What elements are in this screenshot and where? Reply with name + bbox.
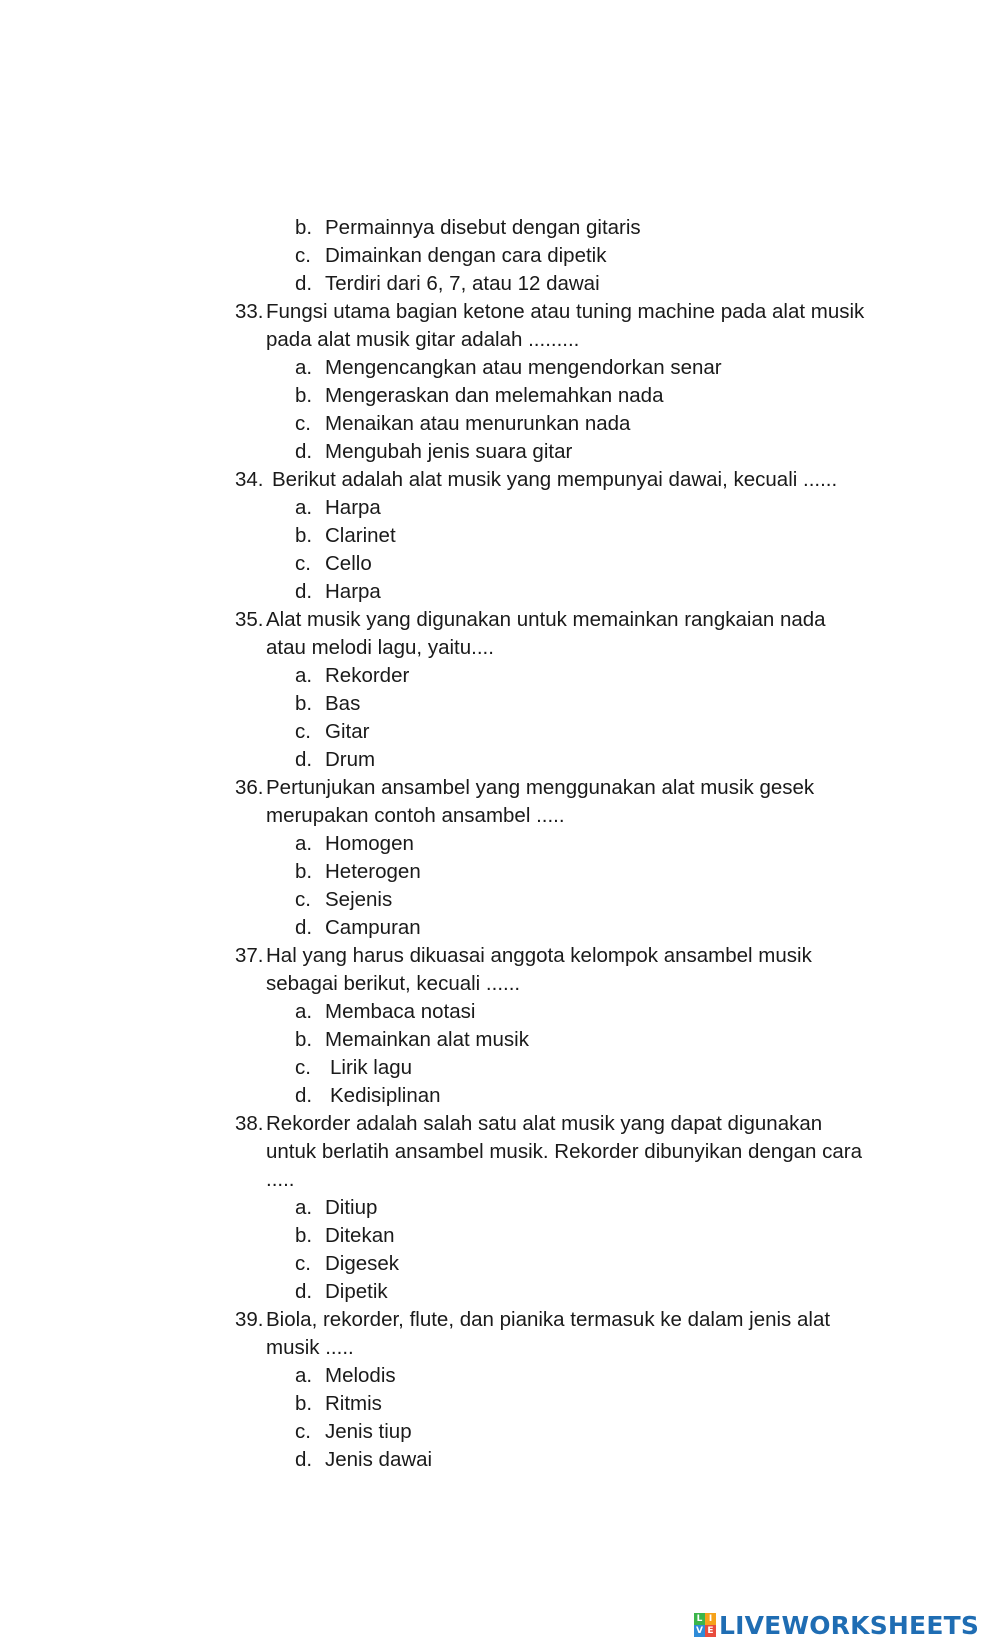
option-letter: b.	[295, 692, 313, 715]
option-letter: d.	[295, 916, 313, 939]
liveworksheets-logo[interactable]	[694, 1610, 979, 1640]
option-text: Cello	[325, 552, 372, 575]
question-stem	[0, 774, 886, 830]
question-stem	[0, 1306, 886, 1362]
option-letter: a.	[295, 1364, 313, 1387]
question-38	[0, 1110, 1000, 1306]
option-item	[0, 550, 1000, 578]
option-letter: c.	[295, 1252, 311, 1275]
logo-text: LIVEWORKSHEETS	[719, 1610, 980, 1640]
option-text: Clarinet	[325, 524, 396, 547]
logo-mark-letter: V	[694, 1625, 705, 1637]
option-letter: d.	[295, 440, 313, 463]
option-item	[0, 1446, 1000, 1474]
option-text: Melodis	[325, 1364, 396, 1387]
option-letter: b.	[295, 1028, 313, 1051]
question-line: Berikut adalah alat musik yang mempunyai dawai, kecuali ......	[272, 468, 838, 491]
option-item	[0, 690, 1000, 718]
option-item	[0, 354, 1000, 382]
option-text: Drum	[325, 748, 376, 771]
option-item	[0, 1250, 1000, 1278]
option-letter: c.	[295, 888, 311, 911]
question-36	[0, 774, 1000, 942]
option-item	[0, 438, 1000, 466]
option-letter: d.	[295, 272, 313, 295]
option-letter: d.	[295, 1448, 313, 1471]
option-text: Permainnya disebut dengan gitaris	[325, 216, 641, 239]
option-item	[0, 214, 1000, 242]
question-35	[0, 606, 1000, 774]
option-text: Heterogen	[325, 860, 421, 883]
question-number: 33.	[235, 300, 264, 323]
option-letter: b.	[295, 860, 313, 883]
option-item	[0, 522, 1000, 550]
option-letter: a.	[295, 1196, 313, 1219]
option-item	[0, 382, 1000, 410]
question-39	[0, 1306, 1000, 1474]
logo-mark-letter: L	[694, 1613, 705, 1625]
option-item	[0, 242, 1000, 270]
option-letter: d.	[295, 748, 313, 771]
question-line: sebagai berikut, kecuali ......	[266, 972, 521, 995]
question-line: Biola, rekorder, flute, dan pianika termasuk ke dalam jenis alat	[266, 1308, 831, 1331]
question-line: Hal yang harus dikuasai anggota kelompok ansambel musik	[266, 944, 812, 967]
option-item	[0, 578, 1000, 606]
option-item	[0, 1362, 1000, 1390]
option-text: Memainkan alat musik	[325, 1028, 529, 1051]
question-number: 37.	[235, 944, 264, 967]
option-text: Mengubah jenis suara gitar	[325, 440, 573, 463]
option-letter: d.	[295, 1280, 313, 1303]
question-number: 34.	[235, 468, 264, 491]
question-line: Rekorder adalah salah satu alat musik yang dapat digunakan	[266, 1112, 823, 1135]
question-line: pada alat musik gitar adalah .........	[266, 328, 580, 351]
option-text: Dipetik	[325, 1280, 388, 1303]
option-item	[0, 1194, 1000, 1222]
option-letter: b.	[295, 384, 313, 407]
question-stem	[0, 1110, 886, 1194]
option-item	[0, 1082, 1000, 1110]
logo-mark-letter: E	[705, 1625, 716, 1637]
option-text: Dimainkan dengan cara dipetik	[325, 244, 607, 267]
question-33	[0, 298, 1000, 466]
question-line: atau melodi lagu, yaitu....	[266, 636, 494, 659]
option-item	[0, 1026, 1000, 1054]
option-item	[0, 718, 1000, 746]
question-line: Fungsi utama bagian ketone atau tuning machine pada alat musik	[266, 300, 865, 323]
option-text: Rekorder	[325, 664, 410, 687]
option-letter: a.	[295, 1000, 313, 1023]
option-text: Ditiup	[325, 1196, 378, 1219]
question-number: 36.	[235, 776, 264, 799]
option-item	[0, 1054, 1000, 1082]
option-text: Bas	[325, 692, 361, 715]
option-item	[0, 1278, 1000, 1306]
option-text: Lirik lagu	[330, 1056, 413, 1079]
option-item	[0, 830, 1000, 858]
option-item	[0, 1390, 1000, 1418]
option-text: Jenis tiup	[325, 1420, 412, 1443]
option-text: Ritmis	[325, 1392, 382, 1415]
option-item	[0, 998, 1000, 1026]
question-stem	[0, 298, 886, 354]
option-item	[0, 270, 1000, 298]
option-text: Ditekan	[325, 1224, 395, 1247]
option-text: Harpa	[325, 496, 381, 519]
option-item	[0, 662, 1000, 690]
option-letter: a.	[295, 832, 313, 855]
question-number: 38.	[235, 1112, 264, 1135]
option-item	[0, 1222, 1000, 1250]
question-number: 35.	[235, 608, 264, 631]
option-text: Menaikan atau menurunkan nada	[325, 412, 631, 435]
option-text: Membaca notasi	[325, 1000, 476, 1023]
logo-mark-icon	[694, 1613, 716, 1637]
option-text: Mengencangkan atau mengendorkan senar	[325, 356, 722, 379]
option-letter: d.	[295, 580, 313, 603]
option-letter: c.	[295, 1420, 311, 1443]
question-line: musik .....	[266, 1336, 354, 1359]
option-letter: b.	[295, 524, 313, 547]
option-letter: c.	[295, 244, 311, 267]
question-34	[0, 466, 1000, 606]
option-item	[0, 746, 1000, 774]
question-line: merupakan contoh ansambel .....	[266, 804, 565, 827]
question-stem	[0, 942, 886, 998]
option-text: Harpa	[325, 580, 381, 603]
option-letter: b.	[295, 1224, 313, 1247]
question-line: untuk berlatih ansambel musik. Rekorder dibunyikan dengan cara	[266, 1140, 862, 1163]
option-item	[0, 858, 1000, 886]
question-line: Pertunjukan ansambel yang menggunakan alat musik gesek	[266, 776, 815, 799]
option-letter: a.	[295, 664, 313, 687]
option-text: Digesek	[325, 1252, 400, 1275]
question-line: Alat musik yang digunakan untuk memainkan rangkaian nada	[266, 608, 826, 631]
option-letter: b.	[295, 1392, 313, 1415]
question-stem	[0, 606, 886, 662]
option-text: Gitar	[325, 720, 370, 743]
continued-options	[0, 214, 1000, 298]
option-letter: c.	[295, 720, 311, 743]
option-letter: b.	[295, 216, 313, 239]
option-letter: c.	[295, 1056, 311, 1079]
logo-mark-letter: I	[705, 1613, 716, 1625]
option-letter: a.	[295, 496, 313, 519]
option-text: Mengeraskan dan melemahkan nada	[325, 384, 664, 407]
option-item	[0, 494, 1000, 522]
option-text: Jenis dawai	[325, 1448, 433, 1471]
option-letter: c.	[295, 412, 311, 435]
question-stem	[0, 466, 886, 494]
option-text: Sejenis	[325, 888, 393, 911]
option-item	[0, 410, 1000, 438]
option-letter: c.	[295, 552, 311, 575]
question-number: 39.	[235, 1308, 264, 1331]
option-text: Terdiri dari 6, 7, atau 12 dawai	[325, 272, 600, 295]
option-item	[0, 1418, 1000, 1446]
option-item	[0, 914, 1000, 942]
option-letter: a.	[295, 356, 313, 379]
question-line: .....	[266, 1168, 295, 1191]
option-letter: d.	[295, 1084, 313, 1107]
option-text: Campuran	[325, 916, 421, 939]
option-text: Homogen	[325, 832, 414, 855]
option-text: Kedisiplinan	[330, 1084, 441, 1107]
question-37	[0, 942, 1000, 1110]
option-item	[0, 886, 1000, 914]
question-list	[0, 214, 1000, 1474]
